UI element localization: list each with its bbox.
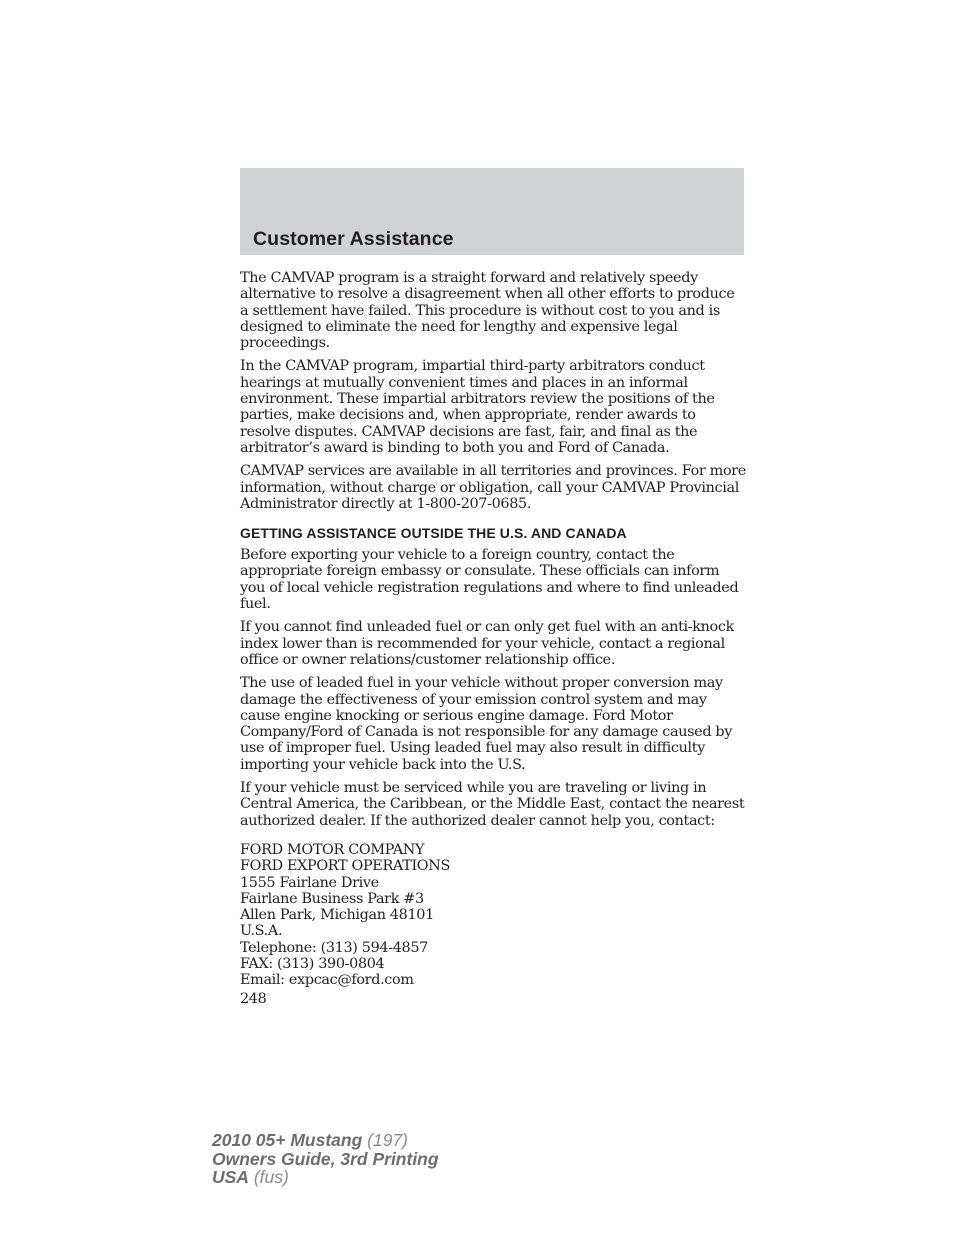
page-number: 248 bbox=[240, 990, 267, 1007]
footer-line-model bbox=[212, 1131, 439, 1150]
paragraph-camvap-arbitrators: In the CAMVAP program, impartial third-party arbitrators conduct hearings at mutually convenient times and places in an informal environment. These impartial arbitrators review the positions of the parties, make decisions and, when appropriate, render awards to resolve disputes. CAMVAP decisions are fast, fair, and final as the arbitrator’s award is binding to both you and Ford of Canada. bbox=[240, 358, 715, 456]
paragraph-camvap-services: CAMVAP services are available in all territories and provinces. For more information, without charge or obligation, call your CAMVAP Provincial Administrator directly at 1-800-207-0685. bbox=[240, 463, 746, 512]
address-building: Fairlane Business Park #3 bbox=[240, 890, 424, 907]
section-heading-outside-us-canada: GETTING ASSISTANCE OUTSIDE THE U.S. AND CANADA bbox=[240, 525, 627, 542]
address-street: 1555 Fairlane Drive bbox=[240, 874, 379, 891]
footer-model-code: (197) bbox=[367, 1130, 409, 1150]
footer-market-code: (fus) bbox=[253, 1167, 289, 1187]
page-content bbox=[240, 270, 746, 1007]
address-city: Allen Park, Michigan 48101 bbox=[240, 907, 434, 924]
address-email: Email: expcac@ford.com bbox=[240, 972, 414, 989]
paragraph-leaded-fuel-warning: The use of leaded fuel in your vehicle without proper conversion may damage the effectiveness of your emission control system and may cause engine knocking or serious engine damage. Ford Motor Company/Ford of Canada is not responsible for any damage caused by use of improper fuel. Using leaded fuel may also result in difficulty importing your vehicle back into the U.S. bbox=[240, 675, 733, 773]
paragraph-exporting-vehicle: Before exporting your vehicle to a foreign country, contact the appropriate foreign embassy or consulate. These officials can inform you of local vehicle registration regulations and where to find unleaded fuel. bbox=[240, 547, 739, 613]
paragraph-service-abroad: If your vehicle must be serviced while you are traveling or living in Central America, the Caribbean, or the Middle East, contact the nearest authorized dealer. If the authorized dealer cannot help you, contact: bbox=[240, 780, 745, 829]
address-company: FORD MOTOR COMPANY bbox=[240, 841, 425, 858]
contact-address-block bbox=[240, 842, 746, 989]
paragraph-camvap-program: The CAMVAP program is a straight forward and relatively speedy alternative to resolve a disagreement when all other efforts to produce a settlement have failed. This procedure is without cost to you and is designed to eliminate the need for lengthy and expensive legal proceedings. bbox=[240, 270, 735, 352]
footer-line-market bbox=[212, 1168, 439, 1187]
paragraph-unleaded-fuel: If you cannot find unleaded fuel or can only get fuel with an anti-knock index lower than is recommended for your vehicle, contact a regional office or owner relations/customer relationship office. bbox=[240, 619, 734, 668]
address-telephone: Telephone: (313) 594-4857 bbox=[240, 939, 428, 956]
footer-printing: Owners Guide, 3rd Printing bbox=[212, 1148, 439, 1169]
footer-line-printing bbox=[212, 1150, 439, 1169]
page-title: Customer Assistance bbox=[253, 228, 454, 250]
address-country: U.S.A. bbox=[240, 923, 283, 940]
footer-market: USA bbox=[212, 1167, 249, 1187]
print-footer bbox=[212, 1131, 439, 1187]
section-header-band bbox=[240, 168, 744, 255]
address-division: FORD EXPORT OPERATIONS bbox=[240, 858, 450, 875]
address-fax: FAX: (313) 390-0804 bbox=[240, 955, 385, 972]
footer-model-name: 2010 05+ Mustang bbox=[212, 1130, 363, 1150]
